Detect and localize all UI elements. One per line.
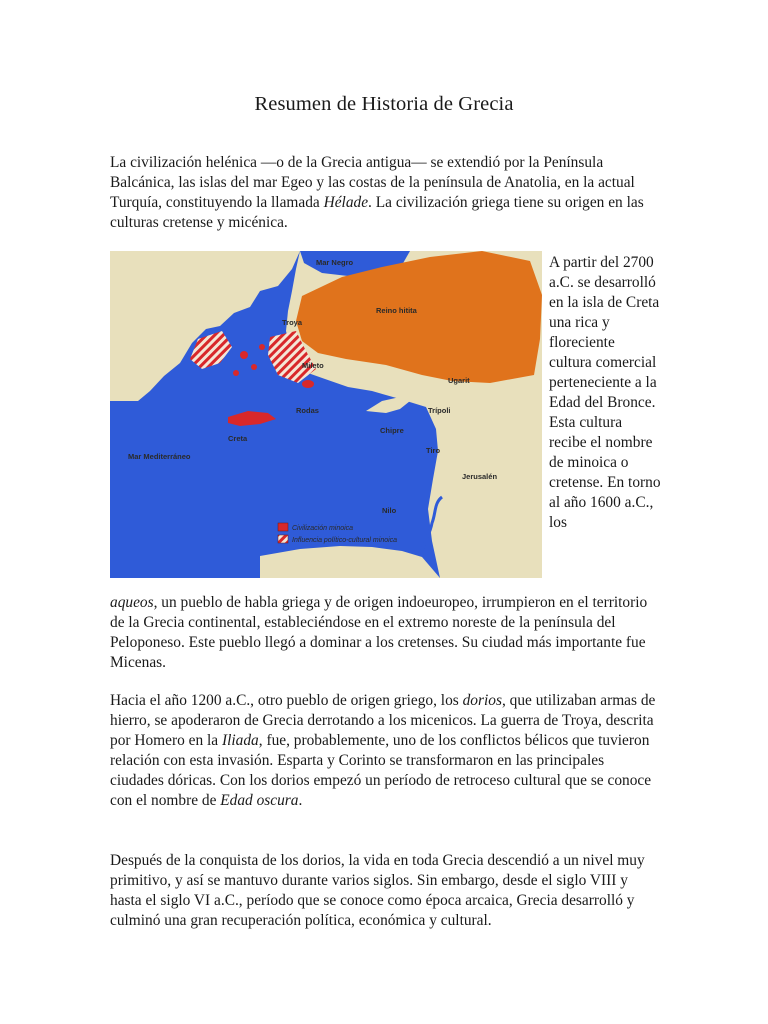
label-tiro: Tiro	[426, 446, 441, 455]
legend-swatch-influencia	[278, 535, 288, 543]
label-jerusalen: Jerusalén	[462, 472, 498, 481]
paragraph-intro	[110, 153, 660, 233]
label-troya: Troya	[282, 318, 303, 327]
emphasis-dorios: dorios	[462, 692, 502, 709]
island-cyclades	[259, 344, 265, 350]
emphasis-edad-oscura: Edad oscura	[220, 792, 299, 809]
paragraph-dorians	[110, 691, 660, 811]
legend-swatch-minoica	[278, 523, 288, 531]
island-cyclades	[240, 351, 248, 359]
legend-label-minoica: Civilización minoica	[292, 525, 354, 532]
label-ugarit: Ugarit	[448, 376, 470, 385]
paragraph-achaeans	[110, 593, 662, 673]
island-cyclades	[233, 370, 239, 376]
legend-label-influencia: Influencia político-cultural minoica	[292, 537, 398, 544]
paragraph-text: , fue, probablemente, uno de los conflictos bélicos que tuvieron relación con esta invasión. Esparta y Corinto se transformaron en las principales ciudades dóricas. Con los dorios empezó un período de retroceso cultural que se conoce con el nombre de	[110, 732, 652, 809]
island-cyclades	[251, 364, 257, 370]
map-minoan-civilization	[110, 251, 542, 578]
island-rhodes	[302, 380, 314, 388]
emphasis-aqueos: aqueos	[110, 594, 154, 611]
emphasis-hellade: Hélade	[323, 194, 369, 211]
paragraph-text: . La civilización griega tiene su origen en las culturas cretense y micénica.	[110, 194, 644, 231]
page-title: Resumen de Historia de Grecia	[254, 93, 514, 115]
paragraph-text: , un pueblo de habla griega y de origen indoeuropeo, irrumpieron en el territorio de la Grecia continental, estableciéndose en el extremo noreste de la península del Peloponeso. Este pueblo llegó a dominar a los cretenses. Su ciudad más importante fue Micenas.	[110, 594, 648, 671]
paragraph-text: .	[298, 792, 303, 809]
emphasis-iliada: Iliada	[221, 732, 259, 749]
paragraph-text: , que utilizaban armas de hierro, se apoderaron de Grecia derrotando a los micenicos. La guerra de Troya, descrita por Homero en la	[110, 692, 656, 749]
label-mileto: Mileto	[302, 361, 324, 370]
label-tripoli: Trípoli	[428, 406, 451, 415]
label-rodas: Rodas	[296, 406, 319, 415]
label-nilo: Nilo	[382, 506, 397, 515]
label-mar-negro: Mar Negro	[316, 258, 354, 267]
paragraph-text: La civilización helénica —o de la Grecia antigua— se extendió por la Península Balcánica, las islas del mar Egeo y las costas de la península de Anatolia, en la actual Turquía, constituyendo la llamada	[110, 154, 635, 211]
label-mar-mediterraneo: Mar Mediterráneo	[128, 452, 191, 461]
label-creta: Creta	[228, 434, 248, 443]
paragraph-archaic: Después de la conquista de los dorios, la vida en toda Grecia descendió a un nivel muy primitivo, y así se mantuvo durante varios siglos. Sin embargo, desde el siglo VIII y hasta el siglo VI a.C., período que se conoce como época arcaica, Grecia desarrolló y culminó una gran recuperación política, económica y cultural.	[110, 852, 645, 929]
label-reino-hitita: Reino hitita	[376, 306, 417, 315]
paragraph-minoan-side: A partir del 2700 a.C. se desarrolló en la isla de Creta una rica y floreciente cultura comercial perteneciente a la Edad del Bronce. Esta cultura recibe el nombre de minoica o cretense. En torno al año 1600 a.C., los	[549, 254, 661, 531]
paragraph-text: Hacia el año 1200 a.C., otro pueblo de origen griego, los	[110, 692, 463, 709]
label-chipre: Chipre	[380, 426, 404, 435]
